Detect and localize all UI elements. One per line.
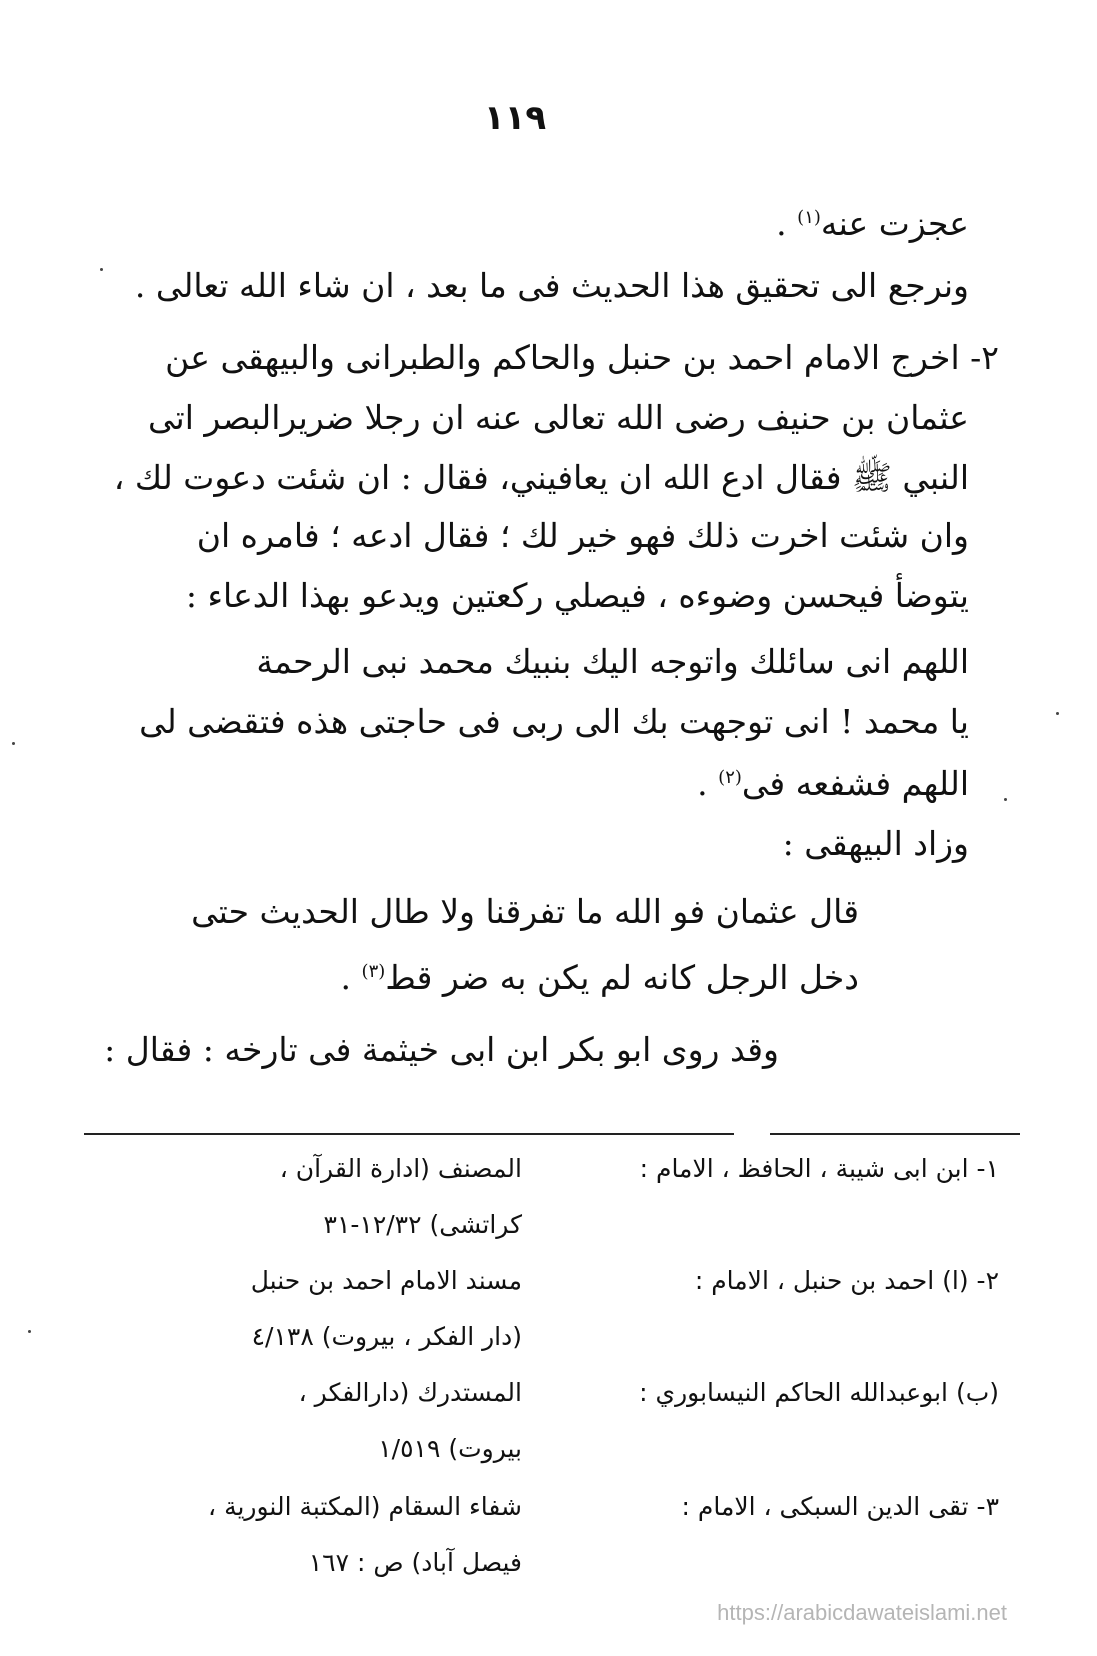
footnote-marker-3: (٣) — [361, 961, 386, 982]
footnote-2b-label: (ب) ابوعبدالله الحاكم النيسابوري : — [639, 1378, 999, 1407]
quote-line-1: قال عثمان فو الله ما تفرقنا ولا طال الحديث حتى — [191, 892, 859, 931]
scan-speck — [1056, 712, 1059, 715]
footnote-2b-ref-line-2: بيروت) ١/٥١٩ — [378, 1434, 522, 1463]
footnote-2a-ref-line-2: (دار الفكر ، بيروت) ٤/١٣٨ — [251, 1322, 522, 1351]
footnote-2a-label: ٢- (ا) احمد بن حنبل ، الامام : — [694, 1266, 999, 1295]
scan-speck — [12, 742, 15, 745]
quote-line-2-text: دخل الرجل كانه لم يكن به ضر قط — [385, 958, 859, 997]
body-line-2: ونرجع الى تحقيق هذا الحديث فى ما بعد ، ان شاء الله تعالى . — [134, 266, 969, 305]
item-2-line-2: عثمان بن حنيف رضى الله تعالى عنه ان رجلا ضريرالبصر اتى — [148, 398, 969, 437]
dua-line-1: اللهم انى سائلك واتوجه اليك بنبيك محمد نبى الرحمة — [256, 642, 969, 681]
last-body-line: وقد روى ابو بكر ابن ابى خيثمة فى تارخه : فقال : — [104, 1030, 779, 1069]
body-line-1-end: . — [776, 204, 798, 243]
item-2-line-3: النبي ﷺ فقال ادع الله ان يعافيني، فقال : ان شئت دعوت لك ، — [113, 458, 969, 497]
body-line-1-text: عجزت عنه — [820, 204, 969, 243]
item-2-line-1: ٢- اخرج الامام احمد بن حنبل والحاكم والطبرانى والبيهقى عن — [165, 338, 999, 377]
footnote-3-ref-line-1: شفاء السقام (المكتبة النورية ، — [208, 1492, 522, 1521]
body-line-1 — [776, 196, 969, 246]
item-2-line-5: يتوضأ فيحسن وضوءه ، فيصلي ركعتين ويدعو بهذا الدعاء : — [185, 576, 969, 615]
site-watermark: https://arabicdawateislami.net — [717, 1600, 1007, 1625]
item-2-line-4: وان شئت اخرت ذلك فهو خير لك ؛ فقال ادعه ؛ فامره ان — [196, 516, 969, 555]
footnote-3-ref-line-2: فيصل آباد) ص : ١٦٧ — [308, 1548, 522, 1577]
bayhaqi-intro: وزاد البيهقى : — [782, 824, 969, 863]
footnote-marker-2: (٢) — [718, 767, 742, 788]
scan-speck — [28, 1330, 31, 1333]
footnote-1-ref-line-2: كراتشى) ١٢/٣٢-٣١ — [323, 1210, 522, 1239]
dua-line-2: يا محمد ! انى توجهت بك الى ربى فى حاجتى هذه فتقضى لى — [139, 702, 969, 741]
footnote-marker-1: (١) — [797, 207, 821, 228]
footnote-1-ref-line-1: المصنف (ادارة القرآن ، — [279, 1154, 522, 1183]
scan-speck — [100, 268, 103, 271]
quote-line-2 — [341, 950, 859, 1000]
footnote-separator-right — [770, 1133, 1020, 1135]
dua-line-3 — [697, 756, 969, 806]
footnote-1-label: ١- ابن ابى شيبة ، الحافظ ، الامام : — [639, 1154, 999, 1183]
footnote-3-label: ٣- تقى الدين السبكى ، الامام : — [681, 1492, 999, 1521]
footnote-2b-ref-line-1: المستدرك (دارالفكر ، — [298, 1378, 522, 1407]
footnote-separator-left — [84, 1133, 734, 1135]
scan-speck — [1004, 798, 1007, 801]
dua-line-3-text: اللهم فشفعه فى — [741, 764, 969, 803]
page-number: ١١٩ — [483, 98, 547, 138]
dua-line-3-end: . — [697, 764, 719, 803]
footnote-2a-ref-line-1: مسند الامام احمد بن حنبل — [250, 1266, 522, 1295]
quote-line-2-end: . — [340, 958, 362, 997]
